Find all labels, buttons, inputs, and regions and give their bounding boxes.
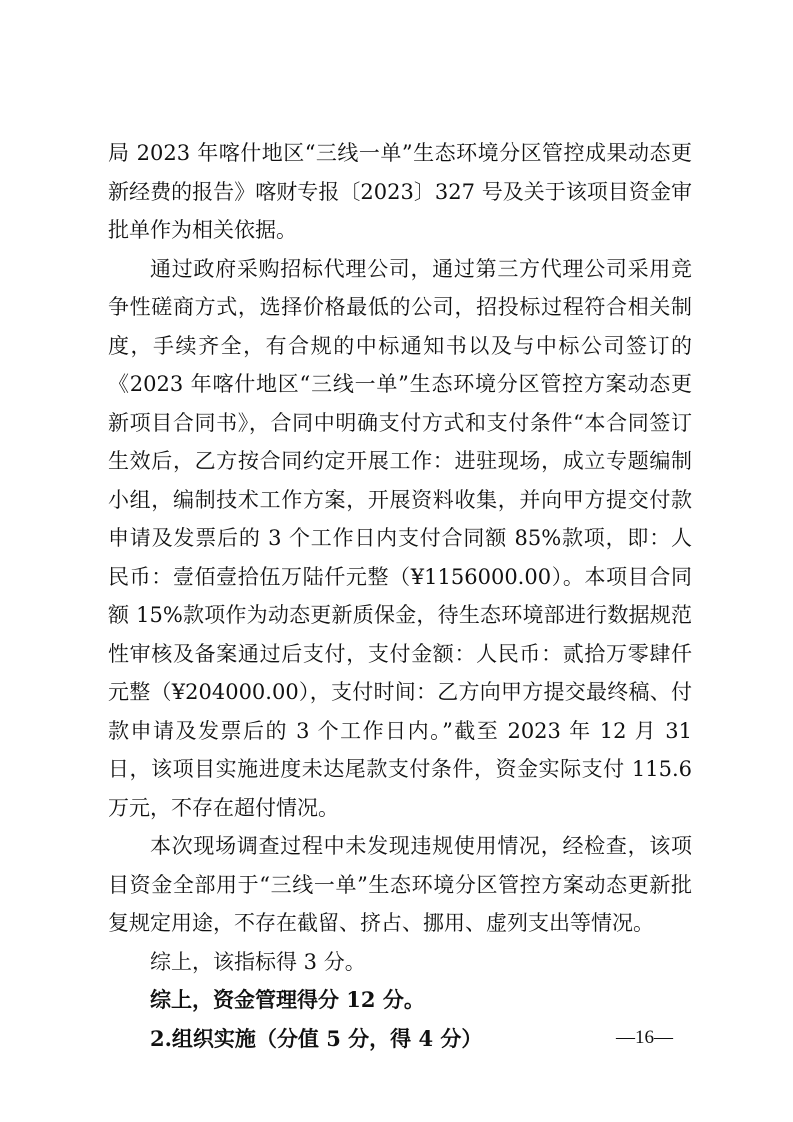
body-text bbox=[108, 134, 692, 1058]
page-number: —16— bbox=[616, 1027, 673, 1048]
paragraph-fund-management-summary: 综上，资金管理得分 12 分。 bbox=[150, 987, 425, 1012]
paragraph-procurement: 通过政府采购招标代理公司，通过第三方代理公司采用竞争性磋商方式，选择价格最低的公司，招投标过程符合相关制度，手续齐全，有合规的中标通知书以及与中标公司签订的《2023 年喀什地区“三线一单”生态环境分区管控方案动态更新项目合同书》，合同中明确支付方式和支付条件“本合同签订生效后，乙方按合同约定开展工作：进驻现场，成立专题编制小组，编制技术工作方案，开展资料收集，并向甲方提交付款申请及发票后的 3 个工作日内支付合同额 85%款项，即：人民币：壹佰壹拾伍万陆仟元整（¥1156000.00）。本项目合同额 15%款项作为动态更新质保金，待生态环境部进行数据规范性审核及备案通过后支付，支付金额：人民币：贰拾万零肆仟元整（¥204000.00），支付时间：乙方向甲方提交最终稿、付款申请及发票后的 3 个工作日内。”截至 2023 年 12 月 31 日，该项目实施进度未达尾款支付条件，资金实际支付 115.6 万元，不存在超付情况。 bbox=[108, 256, 692, 820]
paragraph-basis-continued: 局 2023 年喀什地区“三线一单”生态环境分区管控成果动态更新经费的报告》喀财专报〔2023〕327 号及关于该项目资金审批单作为相关依据。 bbox=[108, 141, 692, 242]
section-heading-organization: 2.组织实施（分值 5 分，得 4 分） bbox=[150, 1025, 483, 1051]
paragraph-indicator-score: 综上，该指标得 3 分。 bbox=[150, 949, 366, 974]
paragraph-inspection: 本次现场调查过程中未发现违规使用情况，经检查，该项目资金全部用于“三线一单”生态环境分区管控方案动态更新批复规定用途，不存在截留、挤占、挪用、虚列支出等情况。 bbox=[108, 834, 692, 935]
